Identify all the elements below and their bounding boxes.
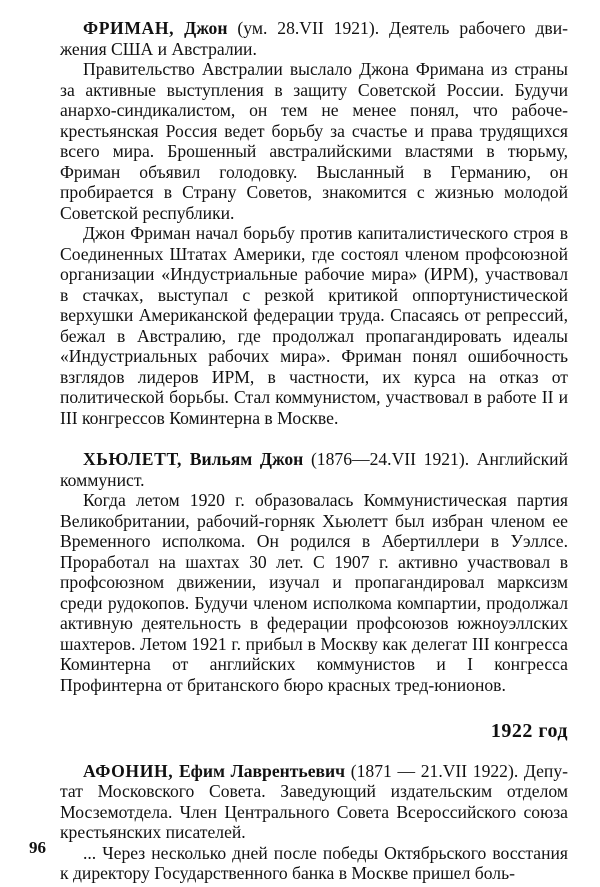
entry-paragraph: Джон Фриман начал борьбу против капиталистического строя в Соединенных Штатах Америки, где состоял членом профсоюзной организации «Индустриальные рабочие мира» (ИРМ), участвовал в стачках, выступал с резкой критикой оппортунистической верхушки Американской федерации труда. Спасаясь от репрессий, бежал в Австралию, где продолжал пропагандировать идеалы «Индустриальных рабочих мира». Фриман понял ошибочность взглядов лидеров ИРМ, в частности, их курса на отказ от политической борьбы. Стал коммунистом, участвовал в работе II и III конгрессов Коминтерна в Москве. <box>60 223 568 428</box>
entry-paragraph: Когда летом 1920 г. образовалась Коммунистическая партия Великобритании, рабочий-горняк Хьюлетт был избран членом ее Временного исполкома. Он родился в Абертиллери в Уэллсе. Проработал на шахтах 30 лет. С 1907 г. активно участвовал в профсоюзном движении, изучал и пропагандировал марксизм среди рудокопов. Будучи членом исполкома компартии, продолжал активную деятельность в федерации профсоюзов южноуэллских шахтеров. Летом 1921 г. прибыл в Москву как делегат III конгресса Коминтерна от английских коммунистов и I конгресса Профинтерна от британского бюро красных тред-юнионов. <box>60 490 568 695</box>
entry-freeman <box>60 18 568 428</box>
entry-paragraph: Правительство Австралии выслало Джона Фримана из страны за активные выступления в защиту Советской России. Будучи анархо-синдикалистом, он тем не менее понял, что рабоче-крестьянская Россия ведет борьбу за счастье и права трудящихся всего мира. Брошенный австралийскими властями в тюрьму, Фриман объявил голодовку. Высланный в Германию, он пробирается в Страну Советов, знакомится с жизнью молодой Советской республики. <box>60 59 568 223</box>
entry-afonin <box>60 761 568 884</box>
entry-header <box>60 449 568 490</box>
entry-surname: ХЬЮЛЕТТ, <box>83 449 183 469</box>
entry-given-name: Вильям Джон <box>189 449 304 469</box>
entry-header-text: (1871 — 21.VII 1922). Депутат Московского Совета. Заведующий издательским отделом Мосземотдела. Член Центрального Совета Всероссийского союза крестьянских писателей. <box>60 760 569 842</box>
entry-header-text: (ум. 28.VII 1921). Деятель рабочего движения США и Австралии. <box>60 18 568 59</box>
entry-hewlett <box>60 449 568 695</box>
entry-header-text: (1876—24.VII 1921). Английский коммунист. <box>60 449 569 490</box>
page-body <box>60 18 568 884</box>
entry-surname: ФРИМАН, <box>83 18 175 38</box>
entry-given-name: Ефим Лаврентьевич <box>178 760 346 781</box>
entry-surname: АФОНИН, <box>83 760 174 781</box>
entry-header <box>60 18 568 59</box>
page-number: 96 <box>29 838 46 857</box>
entry-paragraph: ... Через несколько дней после победы Октябрьского восстания к директору Государственного банка в Москве пришел боль- <box>60 842 568 883</box>
year-heading: 1922 год <box>490 720 568 742</box>
entry-header <box>60 761 568 843</box>
entry-given-name: Джон <box>184 18 228 38</box>
